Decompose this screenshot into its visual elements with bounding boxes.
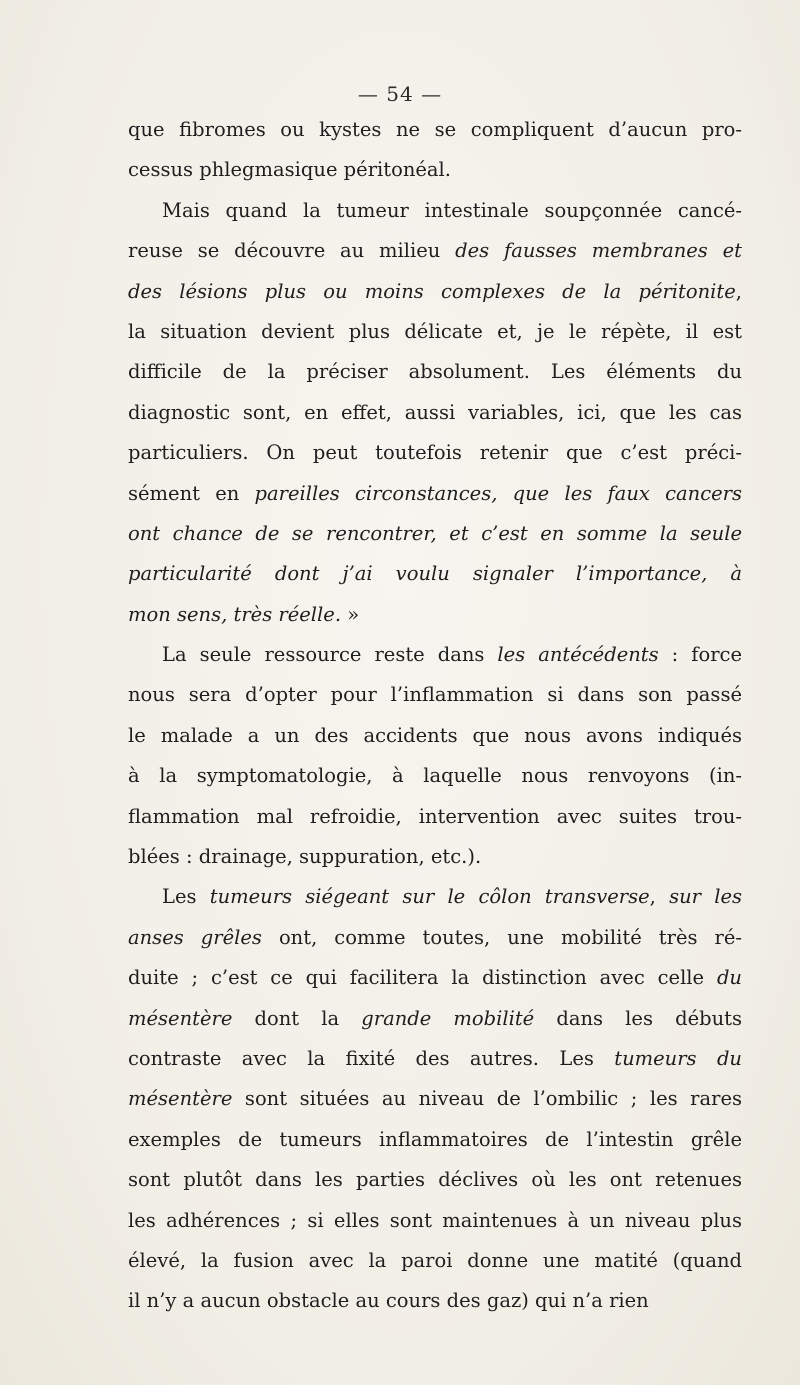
text-run: ont, comme toutes, une mobilité très ré- [261,925,742,949]
text-run: La seule ressource reste dans [162,643,498,667]
italic-run: particularité dont j’ai voulu signaler l’importance, à [128,562,742,586]
text-run: duite ; c’est ce qui facilitera la distinction avec celle [128,966,717,990]
text-line [128,1039,742,1079]
text-line: sont plutôt dans les parties déclives où les ont retenues [128,1168,742,1192]
italic-run: tumeurs siégeant sur le côlon transverse [209,885,650,909]
text-line: Mais quand la tumeur intestinale soupçonnée cancé- [162,198,742,222]
text-run: , [649,885,670,909]
page-number: — 54 — [357,82,443,106]
text-line: blées : drainage, suppuration, etc.). [128,845,482,869]
text-line [128,918,742,958]
italic-run: mésentère [128,1087,233,1111]
italic-run: les antécédents [497,643,659,667]
text-line: flammation mal refroidie, intervention avec suites trou- [128,804,742,828]
italic-run: mon sens, très réelle. [128,602,342,626]
text-line: le malade a un des accidents que nous avons indiqués [128,723,742,747]
text-line: à la symptomatologie, à laquelle nous renvoyons (in- [128,764,742,788]
text-run: dont la [232,1006,362,1030]
text-line [128,231,742,271]
text-run: reuse se découvre au milieu [128,239,456,263]
text-line: que fibromes ou kystes ne se compliquent d’aucun pro- [128,118,742,141]
text-run: sont situées au niveau de l’ombilic ; les rares [232,1087,742,1111]
text-line [128,958,742,998]
italic-run: anses grêles [128,925,262,949]
italic-run: des fausses membranes et [455,239,742,263]
body-text [128,110,742,1322]
italic-run: mésentère [128,1006,233,1030]
italic-run: grande mobilité [361,1006,535,1030]
text-run: contraste avec la fixité des autres. Les [128,1046,615,1070]
text-run: dans les débuts [534,1006,742,1030]
text-run: : force [658,643,742,667]
text-line [128,554,742,594]
text-line: il n’y a aucun obstacle au cours des gaz) qui n’a rien [128,1289,649,1313]
text-line: cessus phlegmasique péritonéal. [128,158,451,182]
text-line: exemples de tumeurs inflammatoires de l’intestin grêle [128,1127,742,1151]
italic-run: pareilles circonstances, que les faux cancers [254,481,742,505]
text-line [128,877,742,917]
text-run: » [341,602,360,626]
text-line [128,999,742,1039]
italic-run: des lésions plus ou moins complexes de la péritonite [128,279,736,303]
text-line: difficile de la préciser absolument. Les éléments du [128,360,742,384]
text-line: élevé, la fusion avec la paroi donne une matité (quand [128,1248,742,1272]
italic-run: du [716,966,742,990]
text-line [128,272,742,312]
text-line: particuliers. On peut toutefois retenir que c’est préci- [128,441,742,465]
text-line [128,635,742,675]
italic-run: tumeurs du [614,1046,742,1070]
text-line: les adhérences ; si elles sont maintenues à un niveau plus [128,1208,742,1232]
text-run: sément en [128,481,255,505]
text-line: nous sera d’opter pour l’inflammation si dans son passé [128,683,742,707]
text-run: Les [162,885,210,909]
text-line [128,474,742,514]
italic-run: sur les [669,885,742,909]
text-line: la situation devient plus délicate et, je le répète, il est [128,319,742,343]
text-run: , [735,279,742,303]
text-line: diagnostic sont, en effet, aussi variables, ici, que les cas [128,400,742,424]
text-line [128,514,742,554]
italic-run: ont chance de se rencontrer, et c’est en somme la seule [128,521,742,545]
text-line [128,595,742,635]
text-line [128,1079,742,1119]
